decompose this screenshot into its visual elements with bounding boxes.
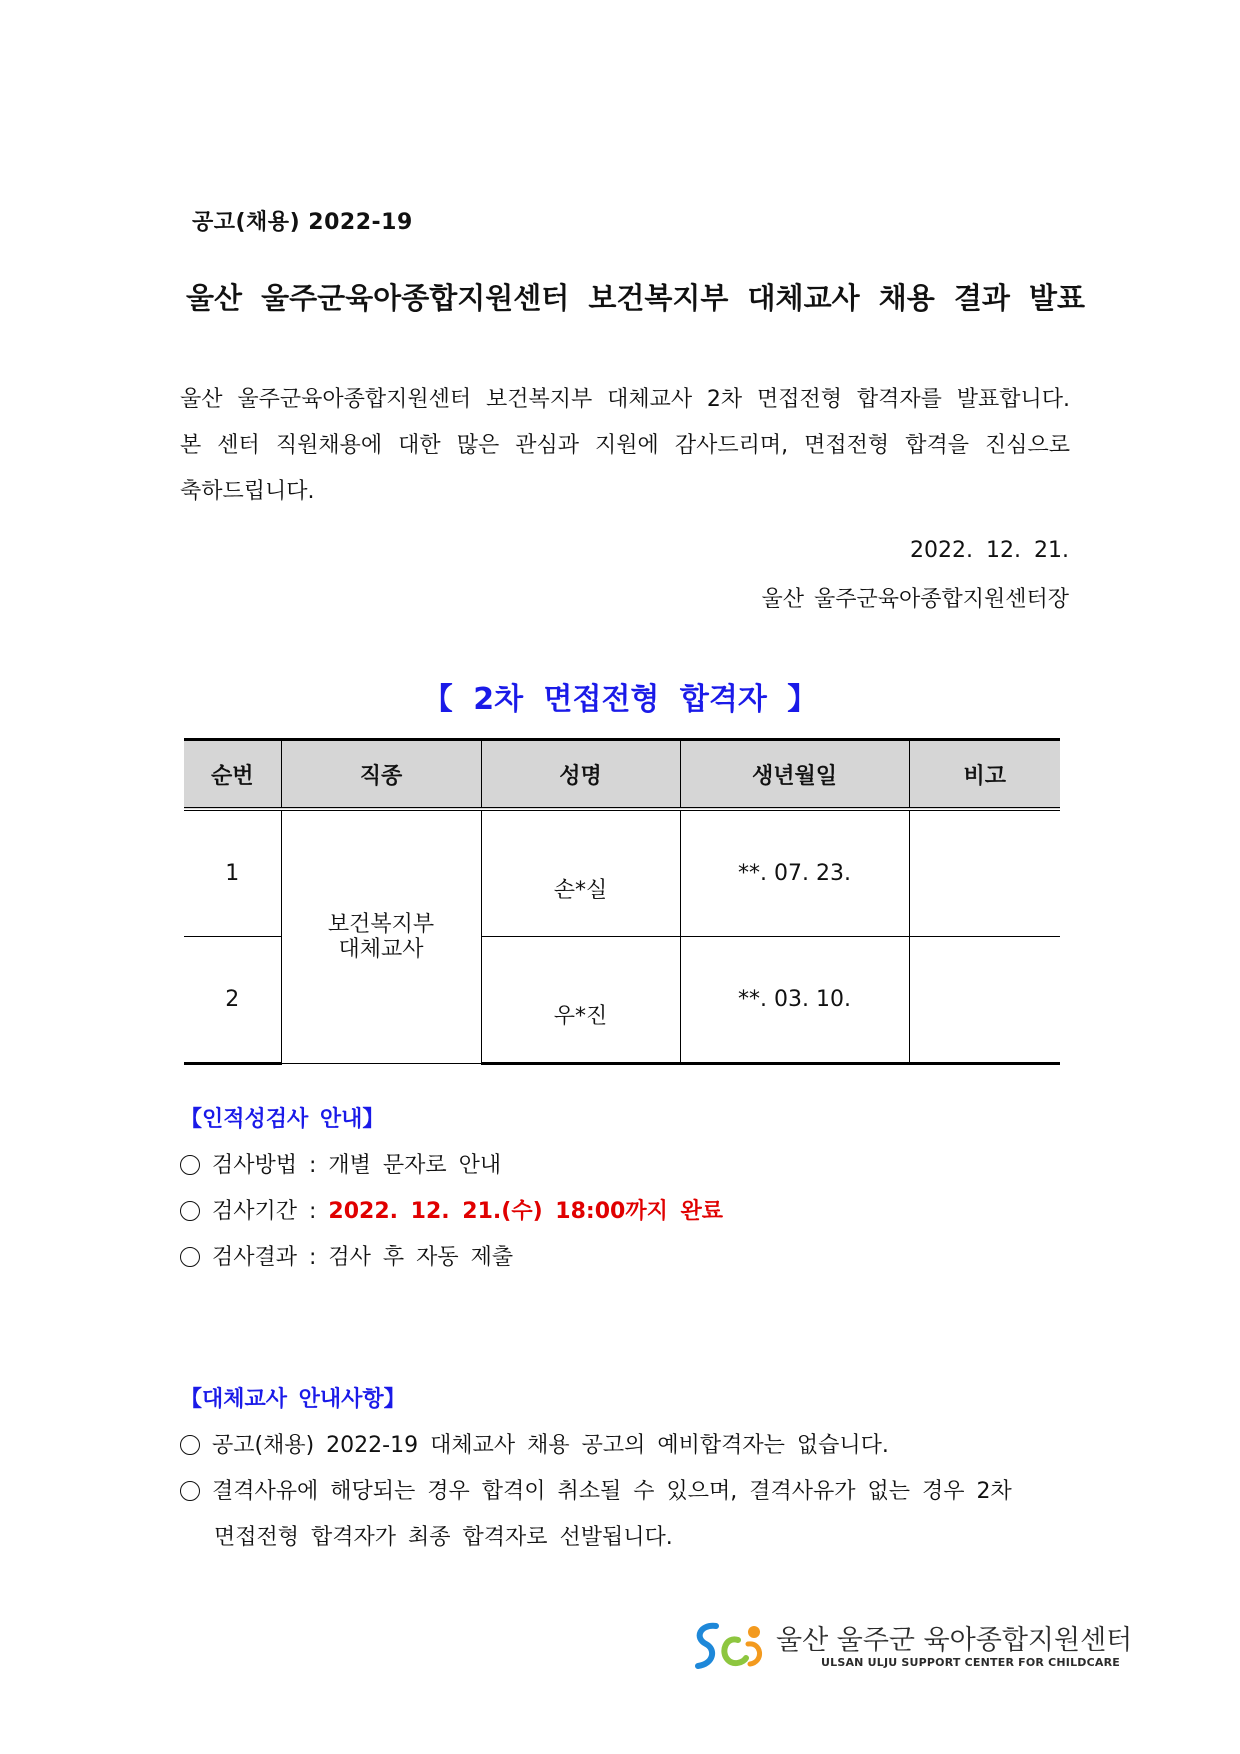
personality-item-result (180, 1240, 513, 1271)
center-logo-icon (688, 1618, 770, 1674)
personality-item-period (180, 1194, 723, 1225)
results-table (184, 738, 1060, 1065)
job-text: 보건복지부 대체교사 (327, 912, 435, 962)
results-section-title: 【 2차 면접전형 합격자 】 (422, 682, 818, 717)
intro-line: 본 센터 직원채용에 대한 많은 관심과 지원에 감사드리며, 면접전형 합격을 진심으로 (180, 433, 1070, 458)
circle-bullet-icon (180, 1247, 200, 1267)
intro-paragraph (180, 377, 1070, 515)
header-job: 직종 (281, 740, 481, 810)
logo-name-ko: 울산 울주군 육아종합지원센터 (776, 1625, 1133, 1656)
intro-line: 울산 울주군육아종합지원센터 보건복지부 대체교사 2차 면접전형 합격자를 발표합니다. (180, 387, 1070, 412)
cell-job (281, 809, 481, 1064)
cell-no: 2 (184, 937, 281, 1064)
document-title: 울산 울주군육아종합지원센터 보건복지부 대체교사 채용 결과 발표 (186, 281, 1085, 315)
cell-birth: **. 03. 10. (680, 937, 909, 1064)
table-row (184, 809, 1060, 937)
personality-item-method (180, 1148, 501, 1179)
cell-name: 우*진 (481, 937, 680, 1064)
item-label: 검사기간 : (212, 1199, 329, 1224)
circle-bullet-icon (180, 1201, 200, 1221)
notice-number: 공고(채용) 2022-19 (192, 210, 413, 235)
item-text: 결격사유에 해당되는 경우 합격이 취소될 수 있으며, 결격사유가 없는 경우 2차 (212, 1479, 1012, 1504)
center-logo (688, 1618, 1133, 1678)
item-label: 검사결과 : (212, 1245, 329, 1270)
intro-line: 축하드립니다. (180, 479, 315, 504)
issuer: 울산 울주군육아종합지원센터장 (761, 587, 1069, 612)
table-header-row (184, 740, 1060, 810)
header-note: 비고 (909, 740, 1060, 810)
item-value-deadline: 2022. 12. 21.(수) 18:00까지 완료 (328, 1199, 723, 1224)
cell-birth: **. 07. 23. (680, 809, 909, 937)
circle-bullet-icon (180, 1481, 200, 1501)
cell-note (909, 937, 1060, 1064)
header-name: 성명 (481, 740, 680, 810)
header-birth: 생년월일 (680, 740, 909, 810)
item-text: 공고(채용) 2022-19 대체교사 채용 공고의 예비합격자는 없습니다. (212, 1433, 889, 1458)
logo-name-en: ULSAN ULJU SUPPORT CENTER FOR CHILDCARE (821, 1656, 1121, 1669)
substitute-info-title: 【대체교사 안내사항】 (180, 1387, 406, 1412)
cell-note (909, 809, 1060, 937)
circle-bullet-icon (180, 1155, 200, 1175)
announcement-date: 2022. 12. 21. (910, 538, 1069, 563)
substitute-item-continuation: 면접전형 합격자가 최종 합격자로 선발됩니다. (214, 1525, 673, 1550)
cell-name: 손*실 (481, 809, 680, 937)
item-value: 검사 후 자동 제출 (328, 1245, 514, 1270)
personality-test-title: 【인적성검사 안내】 (180, 1107, 385, 1132)
circle-bullet-icon (180, 1435, 200, 1455)
cell-no: 1 (184, 809, 281, 937)
item-value: 개별 문자로 안내 (328, 1153, 502, 1178)
substitute-item (180, 1428, 889, 1459)
substitute-item (180, 1474, 1012, 1505)
item-label: 검사방법 : (212, 1153, 329, 1178)
header-no: 순번 (184, 740, 281, 810)
